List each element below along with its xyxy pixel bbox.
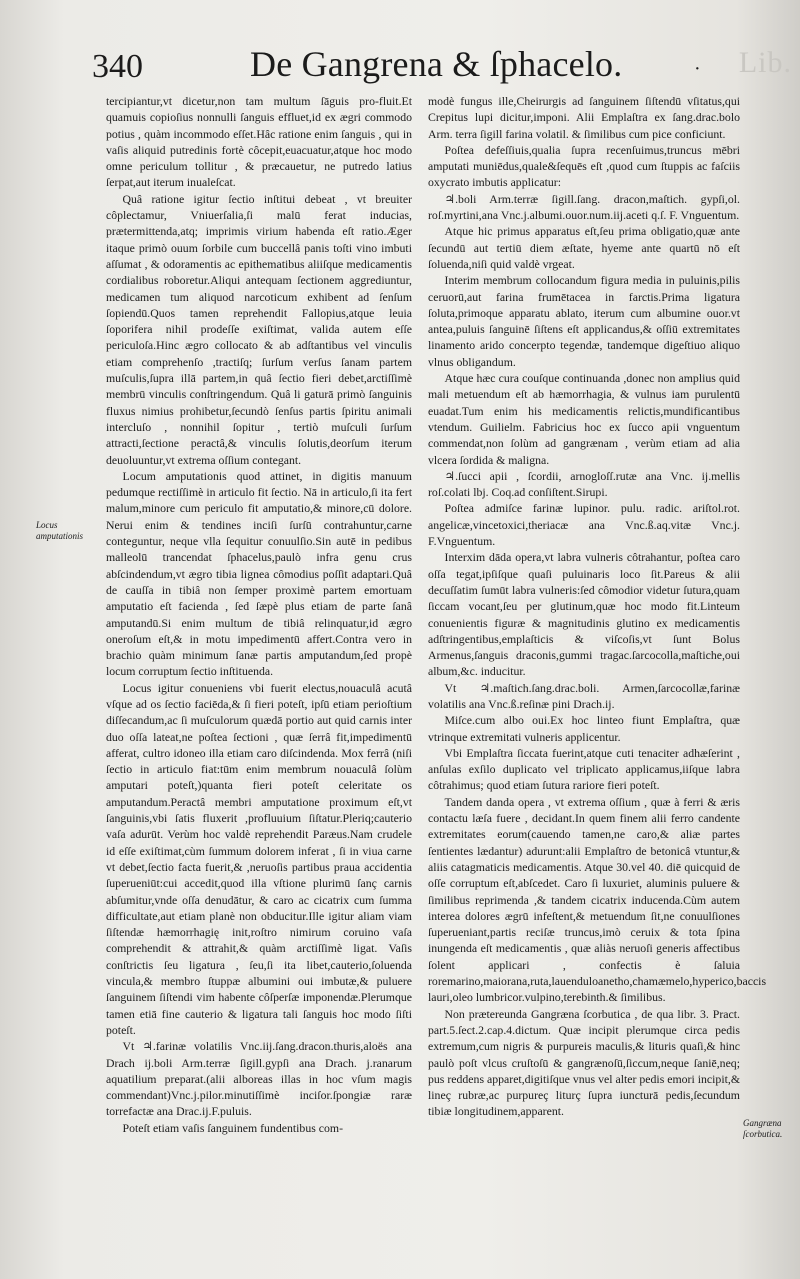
running-head: De Gangrena & ſphacelo. — [250, 44, 623, 84]
paragraph: Tandem danda opera , vt extrema oſſium , quæ à ferri & æris contactu læſa fuere , decidant.In quem finem alii ferro candente extremitates eorum(cauendo tamen,ne caro,& aliæ partes ſentientes lædantur) adurunt:alii Emplaſtro de betonicâ vtuntur,& aliis catagmaticis medicamentis. Atque 30.vel 40. diē quicquid de oſſe corruptum eſt,abſcedet. Caro ſi luxuriet, aluminis puluere & ſimilibus reprimenda ,& tandem cicatrix inducenda.Cùm autem interea dolores ægrū infeſtent,& metuendum ſit,ne conuulſiones ſuperueniant,partis reciſæ truncus,imò ceruix & tota ſpina inungenda eſt medicamentis , quæ aliàs neruoſi generis affectibus ſolent applicari , confectis è ſaluia roremarino,maiorana,ruta,lauenduloanetho,chamæmelo,hyperico,baccis lauri,oleo lumbricor.vulpino,terebinth.& ſimilibus. — [428, 794, 767, 1005]
paragraph: Quâ ratione igitur ſectio inſtitui debeat , vt breuiter côplectamur, Vniuerſalia,ſi malū ferat inducias, prætermittenda,atq; imprimis virium habenda eſt ratio.Æger itaque primò ouum ſorbile cum buccellâ panis toſti vino imbuti aſſumat , & odoramentis ac epithematibus aliiſque medicamentis cordialibus roboretur.Aliqui antequam ſectionem aggrediuntur, medicamen tum aliquod narcoticum exhibent ad ſenſum ſopiendū.Quos tamen reprehendit Fallopius,atque leuia ſoporifera nihil prodeſſe exiſtimat, valida autem eſſe periculoſa.Hinc ægro collocato & ab adſtantibus vel vinculis etiam comprehenſo ,tractiſq; ſurſum verſus ſanam partem muſculis,ſupra illā partem,in quâ ſectio fieri debet,arctiſſimè membrū vinculis conſtringendum. Quâ li gaturā primò ſanguinis fluxus nimius prohibetur,ſecundò ſenſus partis ſpiritu animali intercluſo , nonnihil ſopitur , tertiò muſculi ſurſum attracti,ſectione peractâ,& vinculis ſolutis,deorſum iterum deuoluuntur,vt extrema oſſium contegant. — [106, 191, 412, 467]
paragraph: modè fungus ille,Cheirurgis ad ſanguinem ſiſtendū vſitatus,qui Crepitus lupi dicitur,imponi. Alii Emplaſtra ex ſang.drac.bolo Arm. terra ſigill farina volatil. & ſimilibus cum pice conficiunt. — [428, 94, 740, 141]
recipe: ♃.boli Arm.terræ ſigill.ſang. dracon,maſtich. gypſi,ol. roſ.myrtini,ana Vnc.j.albumi.ouor.num.iij.aceti q.ſ. F. Vnguentum. — [428, 191, 740, 223]
paragraph: Atque hæc cura couſque continuanda ,donec non amplius quid mali metuendum eſt ab hæmorrhagia, & vulnus iam purulentū euadat.Tum enim his medicamentis relictis,mundificantibus vtendum. Guilielm. Fabricius hoc ex ſucco apii vnguentum commendat,non ſolùm ad gangrænam , verùm etiam ad alia vlcera ſordida & maligna. — [428, 371, 740, 467]
paragraph: Locum amputationis quod attinet, in digitis manuum pedumque rectiſſimè in articulo fit ſectio. Nā in articulo,ſi ita fert malum,minore cum periculo fit amputatio,& minore,cū dolore. Nerui enim & tendines inciſi ſurſū contrahuntur,carne conteguntur, neque vlla ſequitur conuulſio.Sin autē in pedibus malleolū trancendat ſphacelus,paulò infra genu crus abſcindendum,vt ægro tibia lignea cômodius poſſit adaptari.Quâ de cauſſa in tibiâ non ſemper proximè partem emortuam amputatio eſt facienda , ſed ſæpè plus etiam de parte ſanâ amputandū.Si enim multum de tibiâ relinquatur,id ægro oneroſum eſt,& in motu impedimentū affert.Contra vero in brachio quàm minimum ſanæ partis amputandum,ſed propè locum corruptum ſectio inſtituenda. — [106, 468, 412, 679]
ornament-mark: · — [694, 58, 701, 80]
page-number: 340 — [92, 48, 143, 85]
margin-note-left: Locus amputationis — [36, 520, 84, 541]
recipe: Poſtea admiſce farinæ lupinor. pulu. radic. ariſtol.rot. angelicæ,vincetoxici,theriacæ ana Vnc.ß.aq.vitæ Vnc.j. F.Vnguentum. — [428, 501, 740, 549]
paragraph: Poteſt etiam vaſis ſanguinem fundentibus com- — [122, 1120, 344, 1135]
paragraph: Atque hic primus apparatus eſt,ſeu prima obligatio,quæ ante ſecundū aut tertiū diem æſtate, hyeme ante quartū nō eſt ſoluenda,niſi quid valdè vrgeat. — [428, 224, 740, 271]
left-column — [106, 93, 412, 1136]
recipe: ♃.ſucci apii , ſcordii, arnogloſſ.rutæ ana Vnc. ij.mellis roſ.colati lbj. Coq.ad conſiſtent.Sirupi. — [428, 468, 740, 500]
paragraph: tercipiantur,vt dicetur,non tam multum ſāguis pro-fluit.Et quamuis copioſius nonnulli ſanguis effluet,id ex ægri commodo potius , quàm incommodo eſſet.Hâc ratione enim ſanguis , qui in vaſis aliquid putredinis fortè côcepit,euacuatur,atque hoc modo omne periculum tollitur , & præcauetur, ne putredo latius ſerpat,aut iterum inualeſcat. — [106, 94, 412, 190]
paragraph: Vbi Emplaſtra ſiccata fuerint,atque cuti tenaciter adhæſerint , anſulas exſilo duplicato vel triplicato applicamus,iiſque labra côtrahimus; quod etiam ſutura rariore fieri poteſt. — [428, 745, 740, 793]
right-column — [428, 93, 767, 1120]
paragraph: Interim membrum collocandum figura media in puluinis,pilis ceruorū,aut farina frumētacea in farctis.Prima ligatura ſoluta,primoque apparatu ablato, iterum cum albumine ouor.vt antea,puluis ſanguinē ſiſtens eſt applicandus,& oſſiū extremitates linamento arido concerpto tegendæ, tandemque digeſtiuo aliquo vlnus obligandum. — [428, 273, 740, 369]
paragraph: Interxim dāda opera,vt labra vulneris côtrahantur, poſtea caro oſſa tegat,ipſiſque quaſi puluinaris loco ſit.Pareus & alii decuſſatim ſumūt labra vulneris:ſed cômodior videtur ſutura,quam ſiccam vocant,ſeu per glutinum,quæ hoc modo fit.Linteum conuenientis figuræ & magnitudinis glutino ex medicamentis adſtringentibus,emplaſticis & viſcoſis,vt ſunt Bolus Armenus,ſanguis draconis,gummi tragac.ſarcocolla,maſtiche,oui album,&c. inducitur. — [428, 550, 740, 679]
paragraph: Locus igitur conueniens vbi fuerit electus,nouaculâ acutâ vſque ad os ſectio faciēda,& ſi fieri poteſt, ipſū etiam perioſtium diſſecandum,ac ſi muſculorum quædā portio aut quid carnis inter duo oſſa lateat,ne poſtea ſectioni , quæ ſerrâ fit,impedimentū afferat, cultro idoneo illa etiam caro diſcindenda. Mox ferrâ (niſi ſectio in articulo fiat:tūm enim membrum nouaculâ ſolùm amputari poteſt,)quanta fieri poteſt celeritate os amputandum.Peractâ membri amputatione proximum eſt,vt ſanguinis,vbi ſatis fluxerit ,profluuium ſiſtatur.Pleriq;cauterio vaſa adurūt. Verùm hoc valdè reprehendit Paræus.Nam crudele id eſſe exiſtimat,cùm ſummum dolorem inferat , ſi in viua carne vt debet,ſectio facta fuerit,& ,neruoſis partibus praua accidentia ſuperueniūt:cui accedit,quod illa vſtione plurimū ſanç carnis abſumitur,vnde oſſa denudātur, & caro ac cicatrix cum ſumma difficultate,aut etiam planè non obducitur.Ille igitur aliam viam ſiſtendæ hæmorrhagię init,roſtro nimirum coruino vaſa comprehendit & attrahit,& quàm arctiſſimè ligat. Vaſis conſtrictis ſeu ligatura , ſeu,ſi ita libet,cauterio,ſoluenda vincula,& membro ſtuppæ albumini oui imbutæ,& puluere ſanguinem ſiſtendi vim habente côſperſæ imponendæ.Plerumque tamen etiā fine cauterio & ligatura tali ſanguis hoc modo ſiſti poteſt. — [106, 680, 412, 1037]
recipe: Vt ♃.maſtich.ſang.drac.boli. Armen,ſarcocollæ,farinæ volatilis ana Vnc.ß.reſinæ pini Drach.ij. — [428, 680, 740, 711]
recipe: Vt ♃.farinæ volatilis Vnc.iij.ſang.dracon.thuris,aloës ana Drach ij.boli Arm.terræ ſigill.gypſi ana Drach. j.ranarum aquatilium preparat.(alii alboreas illas in hoc vſum magis commendant)Vnc.j.pilor.minutiſſimè inciſor.ſpongiæ raræ torrefactæ ana Drac.ij.F.puluis. — [106, 1039, 412, 1119]
paragraph: Miſce.cum albo oui.Ex hoc linteo fiunt Emplaſtra, quæ vtrinque extremitati vulneris applicentur. — [428, 713, 740, 744]
bleed-through-text: Lib. — [738, 46, 792, 79]
paragraph: Poſtea defeſſiuis,qualia ſupra recenſuimus,truncus mēbri amputati muniēdus,quale&ſequēs eſt ,quod cum ſtuppis ac faſciis oxycrato imbutis applicatur: — [428, 142, 740, 190]
paragraph: Non prætereunda Gangræna ſcorbutica , de qua libr. 3. Pract. part.5.ſect.2.cap.4.dictum. Quæ incipit plerumque circa pedis extremum,cum nigris & purpureis maculis,& lituris quaſi,& hinc paulò poſt vlcus cruſtoſū & gangrænoſū,ſiccum,neque ſaniē,neq; pus reddens apparet,digitiſque vnus vel alter pedis emori incipit,& lineç rubræ,ac purpureç liturç ſupra iuncturā pedis,ſecundum tibiæ longitudinem,apparent. — [428, 1006, 740, 1119]
margin-note-right: Gangræna ſcorbutica. — [743, 1118, 783, 1139]
